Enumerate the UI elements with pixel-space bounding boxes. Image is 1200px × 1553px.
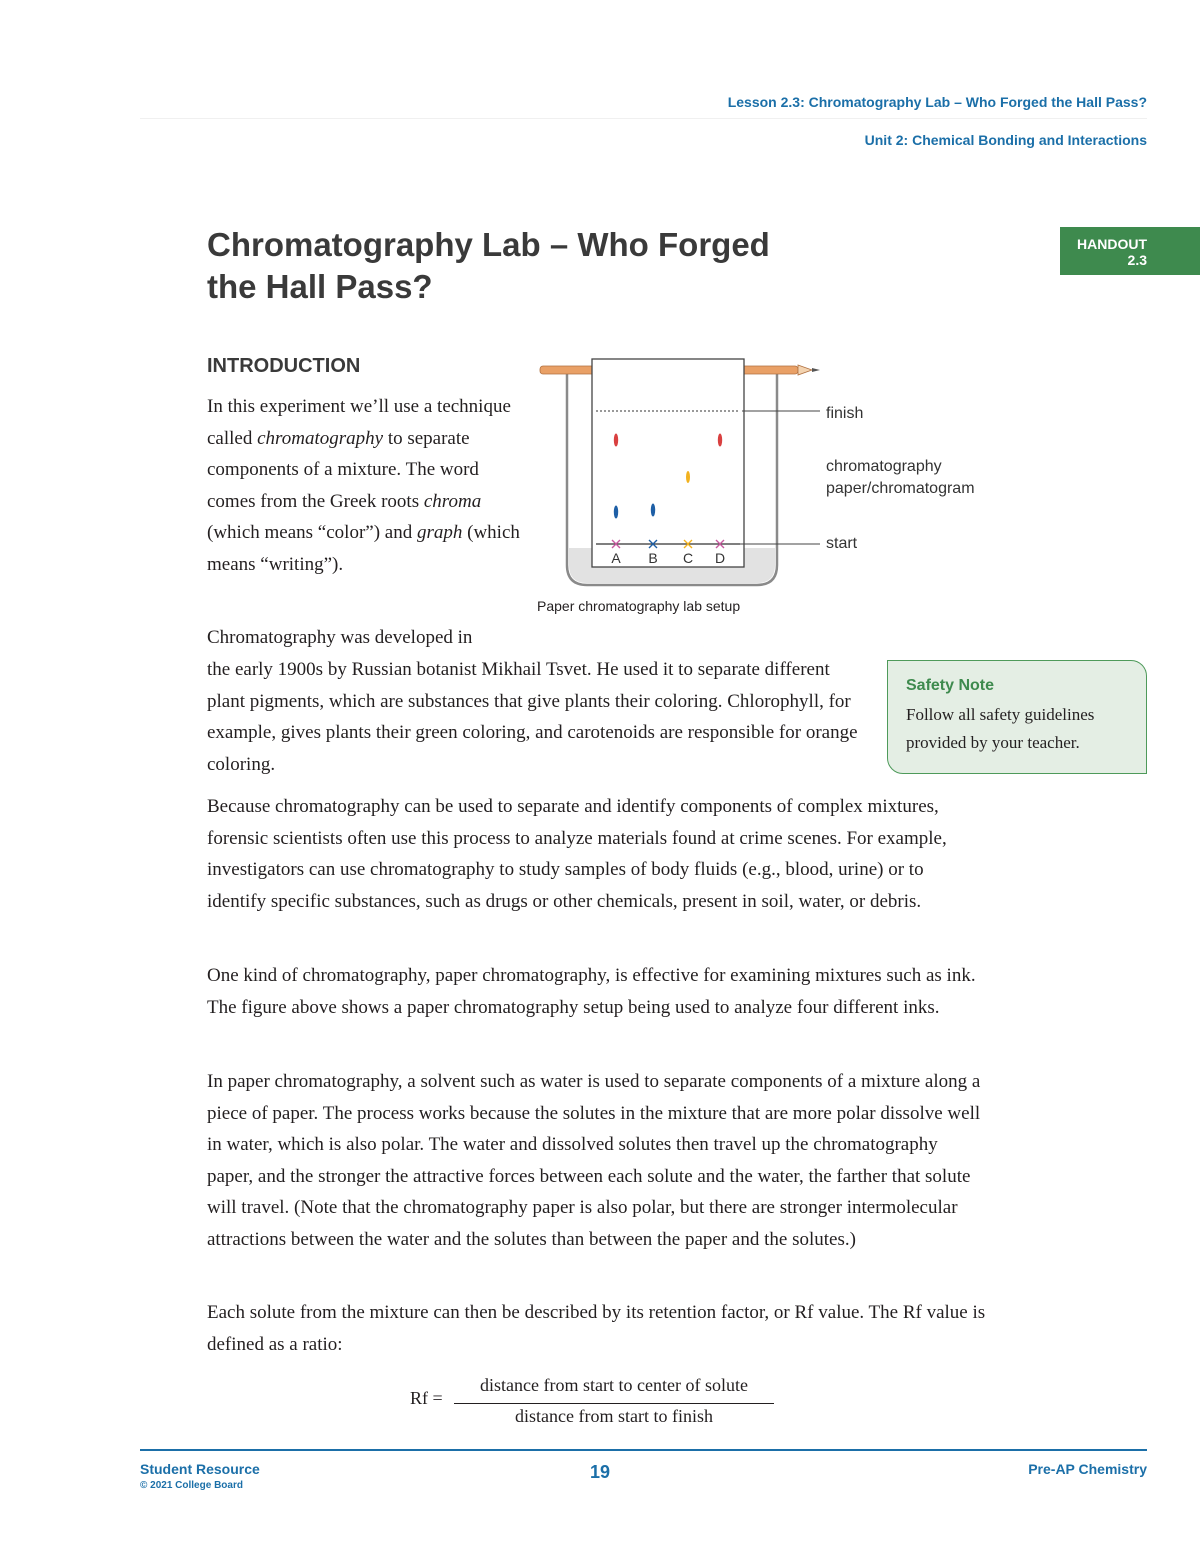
handout-badge-label: HANDOUT: [1077, 236, 1147, 252]
rf-value-paragraph: Each solute from the mixture can then be described by its retention factor, or Rf value. The Rf value is defined as a ratio:: [207, 1302, 986, 1355]
intro-term-chromatography: chromatography: [257, 427, 384, 449]
formula-lhs: Rf =: [410, 1388, 443, 1408]
intro-text-a: In this experiment we’ll use a technique called: [207, 396, 511, 449]
pencil-tip: [798, 365, 812, 375]
intro-paragraph: [207, 391, 527, 580]
intro-text-d: (which means “writing”).: [207, 522, 520, 575]
start-label: start: [826, 535, 858, 552]
introduction-heading: INTRODUCTION: [207, 355, 361, 377]
chromatography-setup-diagram: [520, 350, 1020, 595]
chromatography-paper: [592, 359, 744, 567]
intro-term-graph: graph: [416, 522, 463, 543]
header-divider: [140, 118, 1147, 119]
pencil-lead: [812, 368, 820, 372]
lane-d-red-spot: [718, 434, 722, 447]
finish-label: finish: [826, 405, 864, 422]
footer-resource-label: Student Resource: [140, 1461, 260, 1477]
lane-a-blue-spot: [614, 506, 618, 519]
formula-denominator: distance from start to finish: [515, 1406, 713, 1426]
formula-fraction-bar: [454, 1403, 774, 1404]
handout-badge-number: 2.3: [1127, 252, 1147, 268]
formula-numerator: distance from start to center of solute: [480, 1375, 748, 1395]
lesson-title: Lesson 2.3: Chromatography Lab – Who Forged the Hall Pass?: [727, 94, 1147, 110]
intro-text-c: (which means “color”) and: [207, 522, 417, 543]
lane-a-red-spot: [614, 434, 618, 447]
handout-badge: [1060, 227, 1200, 275]
footer-copyright: © 2021 College Board: [140, 1480, 243, 1491]
lane-label-c: C: [682, 550, 694, 566]
safety-note-text: Follow all safety guidelines provided by your teacher.: [906, 705, 1095, 752]
rf-formula: [410, 1374, 790, 1434]
page-title-line-1: Chromatography Lab – Who Forged: [207, 226, 770, 263]
page-title-line-2: the Hall Pass?: [207, 268, 433, 305]
paper-chromatography-paragraph: One kind of chromatography, paper chromatography, is effective for examining mixtures such as ink. The figure above shows a paper chromatography setup being used to analyze four different inks.: [207, 965, 976, 1018]
lane-c-yellow-spot: [686, 471, 690, 483]
lane-label-d: D: [714, 550, 726, 566]
safety-note-callout: [887, 660, 1147, 774]
lane-b-blue-spot: [651, 504, 655, 517]
intro-text-b: to separate components of a mixture. The word comes from the Greek roots: [207, 427, 479, 512]
figure-caption: Paper chromatography lab setup: [537, 598, 741, 614]
history-paragraph: the early 1900s by Russian botanist Mikhail Tsvet. He used it to separate different plant pigments, which are substances that give plants their coloring. Chlorophyll, for example, gives plants their green coloring, and carotenoids are responsible for orange coloring.: [207, 659, 858, 775]
page-number: 19: [589, 1462, 611, 1482]
unit-title: Unit 2: Chemical Bonding and Interactions: [864, 132, 1147, 148]
paper-label-line-1: chromatography: [826, 458, 942, 475]
footer-course-name: Pre-AP Chemistry: [1028, 1461, 1147, 1477]
process-paragraph: In paper chromatography, a solvent such as water is used to separate components of a mixture along a piece of paper. The process works because the solutes in the mixture that are more polar dissolve well in water, which is also polar. The water and dissolved solutes then travel up the chromatography paper, and the stronger the attractive forces between each solute and the water, the farther that solute will travel. (Note that the chromatography paper is also polar, but there are stronger intermolecular attractions between the water and the solutes than between the paper and the solutes.): [207, 1071, 981, 1250]
lane-label-b: B: [648, 550, 658, 566]
page-title: [207, 224, 847, 308]
safety-note-title: Safety Note: [906, 677, 995, 694]
lane-label-a: A: [611, 550, 621, 566]
footer-divider: [140, 1449, 1147, 1451]
paper-label-line-2: paper/chromatogram: [826, 480, 975, 497]
history-paragraph-lead: Chromatography was developed in: [207, 627, 473, 648]
forensics-paragraph: Because chromatography can be used to separate and identify components of complex mixtures, forensic scientists often use this process to analyze materials found at crime scenes. For example, investigators can use chromatography to study samples of body fluids (e.g., blood, urine) or to identify specific substances, such as drugs or other chemicals, present in soil, water, or debris.: [207, 796, 947, 912]
intro-term-chroma: chroma: [423, 490, 482, 512]
